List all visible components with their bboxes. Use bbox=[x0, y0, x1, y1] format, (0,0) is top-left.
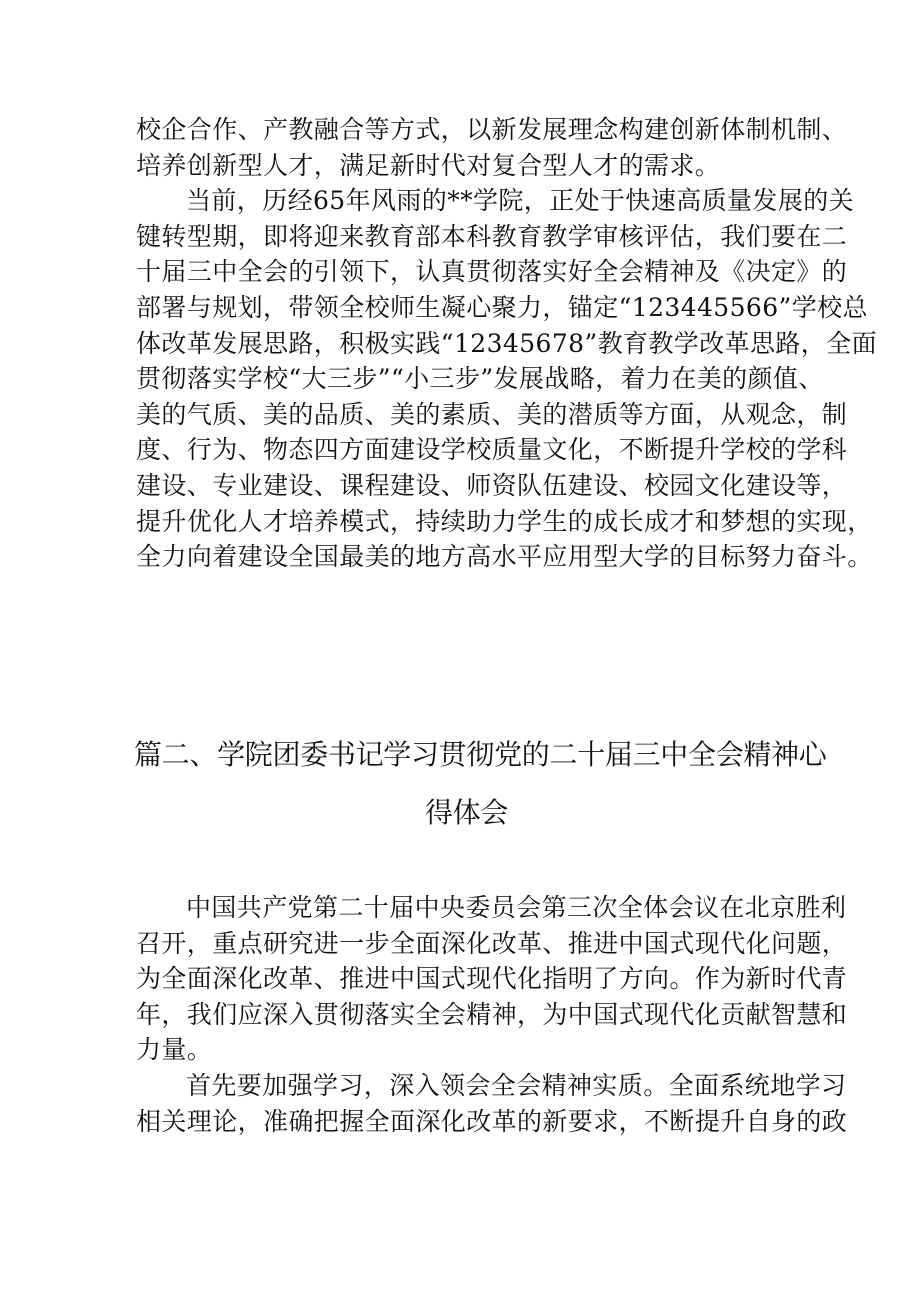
text-line: 相关理论，准确把握全面深化改革的新要求，不断提升自身的政 bbox=[136, 1106, 848, 1136]
text-line: 美的气质、美的品质、美的素质、美的潜质等方面，从观念，制 bbox=[136, 399, 848, 429]
text-line: 为全面深化改革、推进中国式现代化指明了方向。作为新时代青 bbox=[136, 964, 848, 994]
paragraph-start-line: 首先要加强学习，深入领会全会精神实质。全面系统地学习 bbox=[186, 1070, 847, 1100]
text-line: 力量。 bbox=[136, 1035, 213, 1065]
text-line: 贯彻落实学校“大三步”“小三步”发展战略，着力在美的颜值、 bbox=[136, 364, 824, 394]
text-line: 召开，重点研究进一步全面深化改革、推进中国式现代化问题， bbox=[136, 928, 848, 958]
section-2-text bbox=[136, 890, 848, 1139]
section-heading-line-1: 篇二、学院团委书记学习贯彻党的二十届三中全会精神心 bbox=[134, 738, 827, 771]
text-line: 十届三中全会的引领下，认真贯彻落实好全会精神及《决定》的 bbox=[136, 257, 848, 287]
text-line: 键转型期，即将迎来教育部本科教育教学审核评估，我们要在二 bbox=[136, 221, 848, 251]
paragraph-start-line: 中国共产党第二十届中央委员会第三次全体会议在北京胜利 bbox=[186, 893, 847, 922]
text-line: 体改革发展思路，积极实践“12345678”教育教学改革思路，全面 bbox=[136, 328, 878, 358]
text-line: 培养创新型人才，满足新时代对复合型人才的需求。 bbox=[136, 150, 721, 180]
section-1-text bbox=[136, 112, 878, 575]
text-line: 度、行为、物态四方面建设学校质量文化，不断提升学校的学科 bbox=[136, 435, 848, 465]
text-line: 部署与规划，带领全校师生凝心聚力，锚定“123445566”学校总 bbox=[136, 292, 868, 322]
text-line: 建设、专业建设、课程建设、师资队伍建设、校园文化建设等， bbox=[136, 470, 848, 500]
text-line: 年，我们应深入贯彻落实全会精神，为中国式现代化贡献智慧和 bbox=[136, 999, 848, 1029]
text-line: 提升优化人才培养模式，持续助力学生的成长成才和梦想的实现， bbox=[136, 506, 873, 536]
section-heading-line-2: 得体会 bbox=[425, 796, 509, 829]
text-line: 全力向着建设全国最美的地方高水平应用型大学的目标努力奋斗。 bbox=[136, 542, 873, 572]
paragraph-start-line: 当前，历经65年风雨的**学院，正处于快速高质量发展的关 bbox=[186, 186, 855, 216]
text-line: 校企合作、产教融合等方式，以新发展理念构建创新体制机制、 bbox=[136, 115, 848, 144]
